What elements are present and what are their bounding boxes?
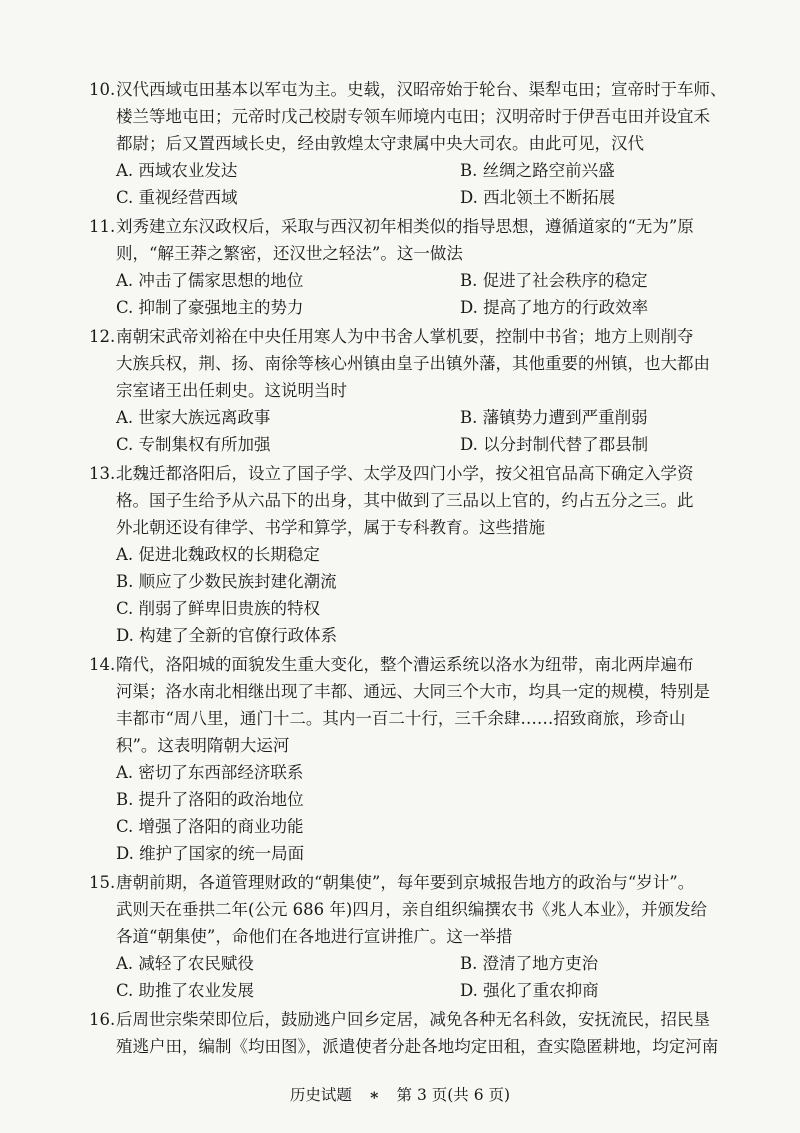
question-stem-line (0, 869, 800, 896)
question-stem-text: 刘秀建立东汉政权后，采取与西汉初年相类似的指导思想，遵循道家的“无为”原 (116, 217, 694, 236)
question-number: 11. (89, 217, 116, 236)
question (0, 1006, 800, 1060)
question-stem-text: 隋代，洛阳城的面貌发生重大变化，整个漕运系统以洛水为纽带，南北两岸遍布 (116, 655, 694, 674)
answer-option: B. 丝绸之路空前兴盛 (460, 161, 615, 180)
question-stem-line (0, 651, 800, 678)
question (0, 651, 800, 867)
question-stem-text: 各道“朝集使”，命他们在各地进行宣讲推广。这一举措 (116, 927, 513, 946)
answer-option: A. 促进北魏政权的长期稳定 (116, 545, 320, 564)
answer-option: A. 西域农业发达 (116, 161, 238, 180)
question-stem-line (0, 1006, 800, 1033)
question-stem-line (0, 705, 800, 732)
question-stem-text: 河渠；洛水南北相继出现了丰都、通远、大同三个大市，均具一定的规模，特别是 (116, 682, 710, 701)
question (0, 460, 800, 649)
question-stem-line (0, 130, 800, 157)
answer-option: A. 冲击了儒家思想的地位 (116, 271, 304, 290)
answer-option: B. 提升了洛阳的政治地位 (116, 790, 304, 809)
question-stem-text: 格。国子生给予从六品下的出身，其中做到了三品以上官的，约占五分之三。此 (116, 491, 694, 510)
answer-option: A. 减轻了农民赋役 (116, 954, 254, 973)
question-stem-text: 唐朝前期，各道管理财政的“朝集使”，每年要到京城报告地方的政治与“岁计”。 (116, 873, 695, 892)
answer-option: D. 维护了国家的统一局面 (116, 844, 305, 863)
question-stem-line (0, 323, 800, 350)
question-stem-line (0, 678, 800, 705)
question (0, 213, 800, 321)
question-number: 13. (89, 464, 116, 483)
question-stem-line (0, 514, 800, 541)
question-stem-text: 大族兵权，荆、扬、南徐等核心州镇由皇子出镇外藩，其他重要的州镇，也大都由 (116, 354, 710, 373)
answer-option: C. 增强了洛阳的商业功能 (116, 817, 304, 836)
answer-option: D. 提高了地方的行政效率 (460, 298, 649, 317)
question-number: 12. (89, 327, 116, 346)
question-stem-text: 则，“解王莽之繁密，还汉世之轻法”。这一做法 (116, 244, 463, 263)
answer-option: B. 澄清了地方吏治 (460, 954, 599, 973)
question-stem-line (0, 213, 800, 240)
question-stem-line (0, 460, 800, 487)
question-stem-line (0, 76, 800, 103)
option-row (0, 977, 800, 1004)
question-stem-text: 南朝宋武帝刘裕在中央任用寒人为中书舍人掌机要，控制中书省；地方上则削夺 (116, 327, 694, 346)
question (0, 323, 800, 458)
question-stem-text: 汉代西域屯田基本以军屯为主。史载，汉昭帝始于轮台、渠犁屯田；宣帝时于车师、 (116, 80, 727, 99)
question-stem-line (0, 923, 800, 950)
question-stem-text: 积”。这表明隋朝大运河 (116, 736, 290, 755)
answer-option: C. 抑制了豪强地主的势力 (116, 298, 304, 317)
question-stem-text: 殖逃户田，编制《均田图》，派遣使者分赴各地均定田租，查实隐匿耕地，均定河南 (116, 1037, 719, 1056)
footer-page-number: 第 3 页(共 6 页) (396, 1086, 511, 1104)
question-stem-text: 楼兰等地屯田；元帝时戊己校尉专领车师境内屯田；汉明帝时于伊吾屯田并设宜禾 (116, 107, 710, 126)
answer-option: C. 专制集权有所加强 (116, 435, 271, 454)
page-footer (0, 1083, 800, 1107)
option-row (0, 950, 800, 977)
option-row (0, 157, 800, 184)
question-stem-text: 宗室诸王出任刺史。这说明当时 (116, 381, 347, 400)
question-stem-text: 后周世宗柴荣即位后，鼓励逃户回乡定居，减免各种无名科敛，安抚流民，招民垦 (116, 1010, 710, 1029)
question-stem-text: 北魏迁都洛阳后，设立了国子学、太学及四门小学，按父祖官品高下确定入学资 (116, 464, 694, 483)
question-stem-line (0, 240, 800, 267)
question-number: 16. (89, 1010, 116, 1029)
answer-option: C. 削弱了鲜卑旧贵族的特权 (116, 599, 321, 618)
answer-option: D. 构建了全新的官僚行政体系 (116, 626, 338, 645)
question-stem-text: 丰都市“周八里，通门十二。其内一百二十行，三千余肆……招致商旅，珍奇山 (116, 709, 686, 728)
answer-option: D. 西北领土不断拓展 (460, 188, 616, 207)
question (0, 76, 800, 211)
answer-option: D. 强化了重农抑商 (460, 981, 599, 1000)
option-row (0, 431, 800, 458)
question-number: 14. (89, 655, 116, 674)
question-stem-line (0, 896, 800, 923)
answer-option: C. 助推了农业发展 (116, 981, 255, 1000)
option-row (0, 294, 800, 321)
answer-option: B. 顺应了少数民族封建化潮流 (116, 572, 337, 591)
question-stem-line (0, 732, 800, 759)
option-row (0, 404, 800, 431)
question (0, 869, 800, 1004)
question-stem-text: 外北朝还设有律学、书学和算学，属于专科教育。这些措施 (116, 518, 545, 537)
question-number: 10. (89, 80, 116, 99)
answer-option: B. 藩镇势力遭到严重削弱 (460, 408, 648, 427)
question-stem-text: 武则天在垂拱二年(公元 686 年)四月，亲自组织编撰农书《兆人本业》，并颁发给 (116, 900, 708, 919)
option-row (0, 184, 800, 211)
option-row (0, 267, 800, 294)
question-stem-line (0, 377, 800, 404)
question-list (0, 76, 800, 1062)
question-number: 15. (89, 873, 116, 892)
question-stem-line (0, 350, 800, 377)
question-stem-line (0, 103, 800, 130)
question-stem-line (0, 487, 800, 514)
answer-option: D. 以分封制代替了郡县制 (460, 435, 649, 454)
footer-star: ∗ (368, 1085, 380, 1104)
footer-subject: 历史试题 (289, 1086, 352, 1104)
question-stem-line (0, 1033, 800, 1060)
answer-option: A. 密切了东西部经济联系 (116, 763, 304, 782)
answer-option: C. 重视经营西域 (116, 188, 238, 207)
answer-option: A. 世家大族远离政事 (116, 408, 271, 427)
answer-option: B. 促进了社会秩序的稳定 (460, 271, 648, 290)
question-stem-text: 都尉；后又置西域长史，经由敦煌太守隶属中央大司农。由此可见，汉代 (116, 134, 644, 153)
